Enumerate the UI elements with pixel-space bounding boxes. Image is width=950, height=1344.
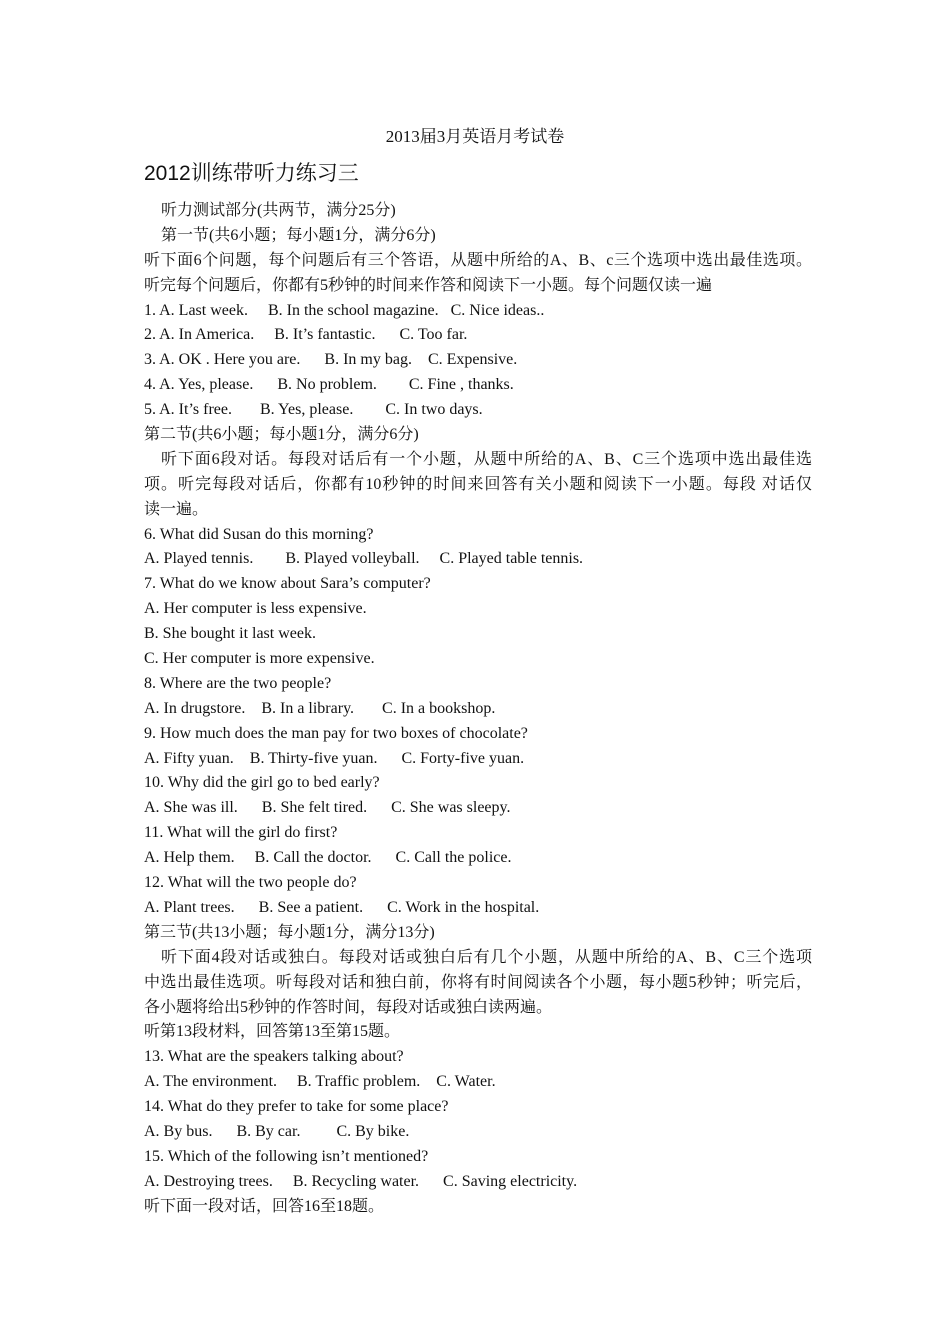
text-line: 6. What did Susan do this morning? [144, 525, 374, 543]
section-heading: 2012训练带听力练习三 [144, 162, 359, 185]
text-line: 项。听完每段对话后，你都有10秒钟的时间来回答有关小题和阅读下一小题。每段 对话仅 [144, 475, 812, 493]
text-line: A. Played tennis. B. Played volleyball. C. Played table tennis. [144, 550, 584, 568]
text-line: A. The environment. B. Traffic problem. C. Water. [144, 1073, 496, 1091]
text-line: 第三节(共13小题；每小题1分，满分13分) [144, 923, 435, 941]
text-line: A. Plant trees. B. See a patient. C. Work in the hospital. [144, 898, 540, 916]
text-line: 听第13段材料，回答第13至第15题。 [144, 1023, 401, 1041]
text-line: 5. A. It’s free. B. Yes, please. C. In two days. [144, 401, 483, 419]
text-line: 3. A. OK . Here you are. B. In my bag. C. Expensive. [144, 351, 518, 369]
text-line: A. She was ill. B. She felt tired. C. She was sleepy. [144, 799, 511, 817]
text-line: A. Help them. B. Call the doctor. C. Call the police. [144, 849, 512, 867]
text-line: A. Fifty yuan. B. Thirty-five yuan. C. Forty-five yuan. [144, 749, 525, 767]
text-line: 读一遍。 [144, 500, 209, 518]
text-line: 听力测试部分(共两节，满分25分) [161, 202, 396, 219]
text-line: 中选出最佳选项。听每段对话和独白前，你将有时间阅读各个小题，每小题5秒钟；听完后， [144, 973, 812, 991]
text-line: 第一节(共6小题；每小题1分，满分6分) [161, 226, 436, 244]
text-line: A. Destroying trees. B. Recycling water. C. Saving electricity. [144, 1172, 578, 1190]
text-line: 4. A. Yes, please. B. No problem. C. Fine , thanks. [144, 376, 514, 394]
text-line: 14. What do they prefer to take for some place? [144, 1098, 449, 1116]
text-line: 听下面6个问题，每个问题后有三个答语，从题中所给的A、B、c三个选项中选出最佳选项。 [144, 251, 812, 269]
text-line: 9. How much does the man pay for two boxes of chocolate? [144, 724, 528, 742]
text-line: C. Her computer is more expensive. [144, 650, 375, 668]
text-line: B. She bought it last week. [144, 625, 316, 643]
text-line: 10. Why did the girl go to bed early? [144, 774, 380, 792]
text-line: 11. What will the girl do first? [144, 824, 338, 842]
text-line: 听下面一段对话，回答16至18题。 [144, 1197, 385, 1215]
text-line: 13. What are the speakers talking about? [144, 1048, 404, 1066]
text-line: 各小题将给出5秒钟的作答时间，每段对话或独白读两遍。 [144, 998, 553, 1016]
text-line: A. In drugstore. B. In a library. C. In a bookshop. [144, 699, 496, 717]
text-line: 听下面4段对话或独白。每段对话或独白后有几个小题，从题中所给的A、B、C三个选项 [161, 948, 812, 966]
text-line: 1. A. Last week. B. In the school magazine. C. Nice ideas.. [144, 301, 545, 319]
document-title: 2013届3月英语月考试卷 [385, 127, 565, 146]
text-line: 12. What will the two people do? [144, 874, 357, 892]
text-line: 2. A. In America. B. It’s fantastic. C. Too far. [144, 326, 468, 344]
text-line: 听完每个问题后，你都有5秒钟的时间来作答和阅读下一小题。每个问题仅读一遍 [144, 276, 713, 294]
text-line: A. By bus. B. By car. C. By bike. [144, 1122, 410, 1140]
document-body [144, 199, 812, 1220]
text-line: 第二节(共6小题；每小题1分，满分6分) [144, 426, 419, 444]
text-line: 15. Which of the following isn’t mentioned? [144, 1147, 429, 1165]
text-line: A. Her computer is less expensive. [144, 600, 367, 618]
text-line: 8. Where are the two people? [144, 674, 332, 692]
text-line: 听下面6段对话。每段对话后有一个小题，从题中所给的A、B、C三个选项中选出最佳选 [161, 450, 812, 468]
text-line: 7. What do we know about Sara’s computer? [144, 575, 431, 593]
